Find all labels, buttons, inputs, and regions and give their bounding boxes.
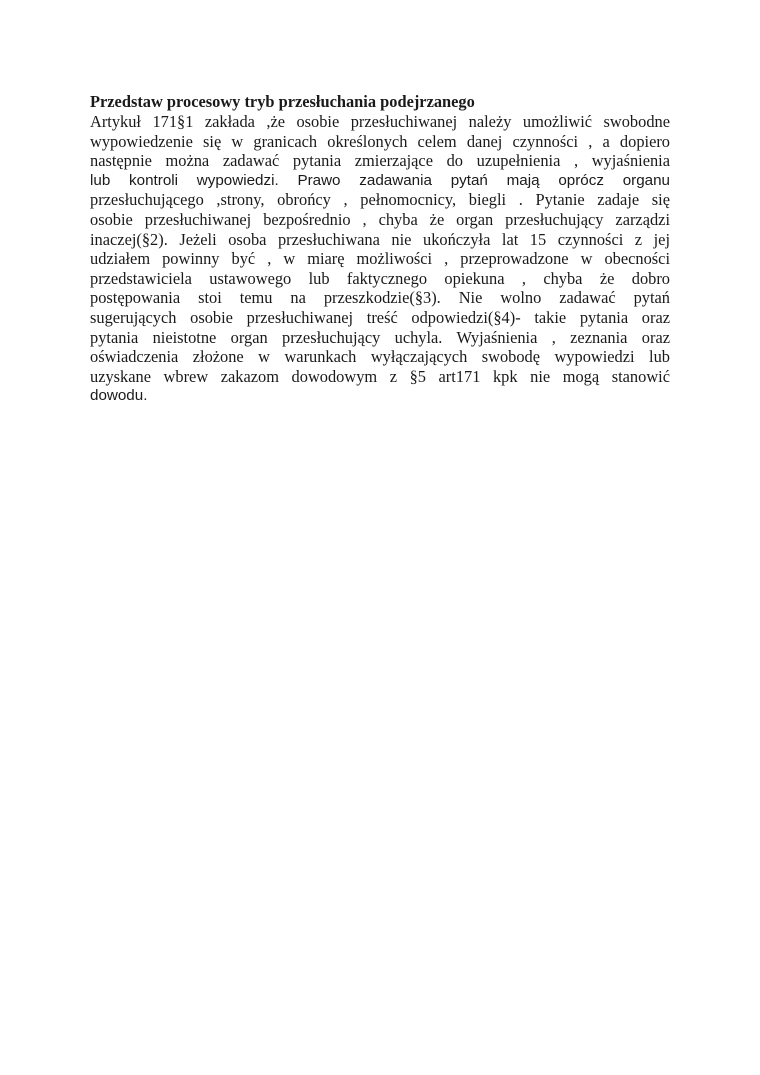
paragraph-line: uzyskane wbrew zakazom dowodowym z §5 art171 kpk nie mogą stanowić xyxy=(90,366,670,386)
paragraph-line: inaczej(§2). Jeżeli osoba przesłuchiwana nie ukończyła lat 15 czynności z jej xyxy=(90,229,670,249)
paragraph-line: przedstawiciela ustawowego lub faktycznego opiekuna , chyba że dobro xyxy=(90,268,670,288)
paragraph-line: oświadczenia złożone w warunkach wyłączających swobodę wypowiedzi lub xyxy=(90,347,670,367)
paragraph-line: osobie przesłuchiwanej bezpośrednio , chyba że organ przesłuchujący zarządzi xyxy=(90,209,670,229)
paragraph-line: Artykuł 171§1 zakłada ,że osobie przesłuchiwanej należy umożliwić swobodne xyxy=(90,112,670,131)
paragraph-line: udziałem powinny być , w miarę możliwości , przeprowadzone w obecności xyxy=(90,249,670,269)
paragraph-line: postępowania stoi temu na przeszkodzie(§3). Nie wolno zadawać pytań xyxy=(90,288,670,308)
body-paragraph xyxy=(90,112,670,406)
paragraph-line: następnie można zadawać pytania zmierzające do uzupełnienia , wyjaśnienia xyxy=(90,151,670,171)
paragraph-line: dowodu. xyxy=(90,387,148,405)
paragraph-line: sugerujących osobie przesłuchiwanej treść odpowiedzi(§4)- takie pytania oraz xyxy=(90,307,670,327)
paragraph-line: przesłuchującego ,strony, obrońcy , pełnomocnicy, biegli . Pytanie zadaje się xyxy=(90,190,670,210)
paragraph-line: lub kontroli wypowiedzi. Prawo zadawania pytań mają oprócz organu xyxy=(90,171,670,189)
paragraph-line: wypowiedzenie się w granicach określonych celem danej czynności , a dopiero xyxy=(90,131,670,151)
document-heading: Przedstaw procesowy tryb przesłuchania podejrzanego xyxy=(90,92,475,111)
paragraph-line: pytania nieistotne organ przesłuchujący uchyla. Wyjaśnienia , zeznania oraz xyxy=(90,327,670,347)
document-content xyxy=(90,91,670,406)
